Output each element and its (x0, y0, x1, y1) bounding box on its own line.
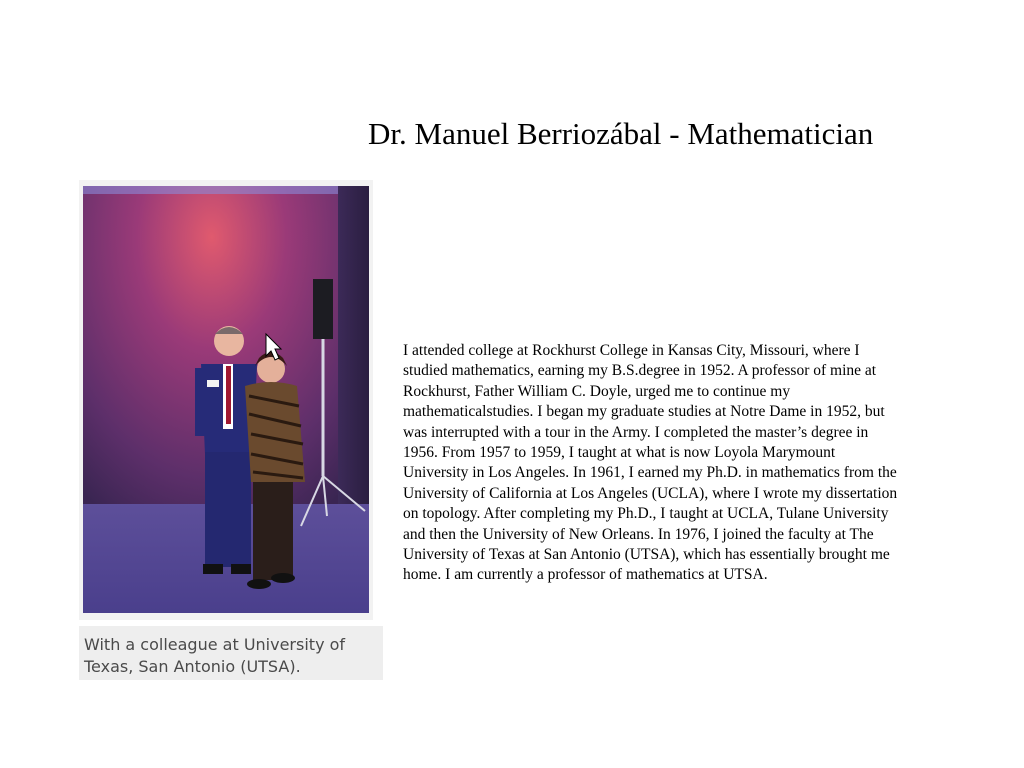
biography-paragraph: I attended college at Rockhurst College in Kansas City, Missouri, where I studied mathematics, earning my B.S.degree in 1952. A professor of mine at Rockhurst, Father William C. Doyle, urged me to continue my mathematicalstudies. I began my graduate studies at Notre Dame in 1952, but was interrupted with a tour in the Army. I completed the master’s degree in 1956. From 1957 to 1959, I taught at what is now Loyola Marymount University in Los Angeles. In 1961, I earned my Ph.D. in mathematics from the University of California at Los Angeles (UCLA), where I wrote my dissertation on topology. After completing my Ph.D., I taught at UCLA, Tulane University and then the University of New Orleans. In 1976, I joined the faculty at The University of Texas at San Antonio (UTSA), which has essentially brought me home. I am currently a professor of mathematics at UTSA. (403, 342, 898, 584)
photo-caption: With a colleague at University of Texas, San Antonio (UTSA). (84, 635, 346, 676)
slide-title: Dr. Manuel Berriozábal - Mathematician (368, 116, 874, 151)
photo-two-people-icon (83, 186, 369, 613)
